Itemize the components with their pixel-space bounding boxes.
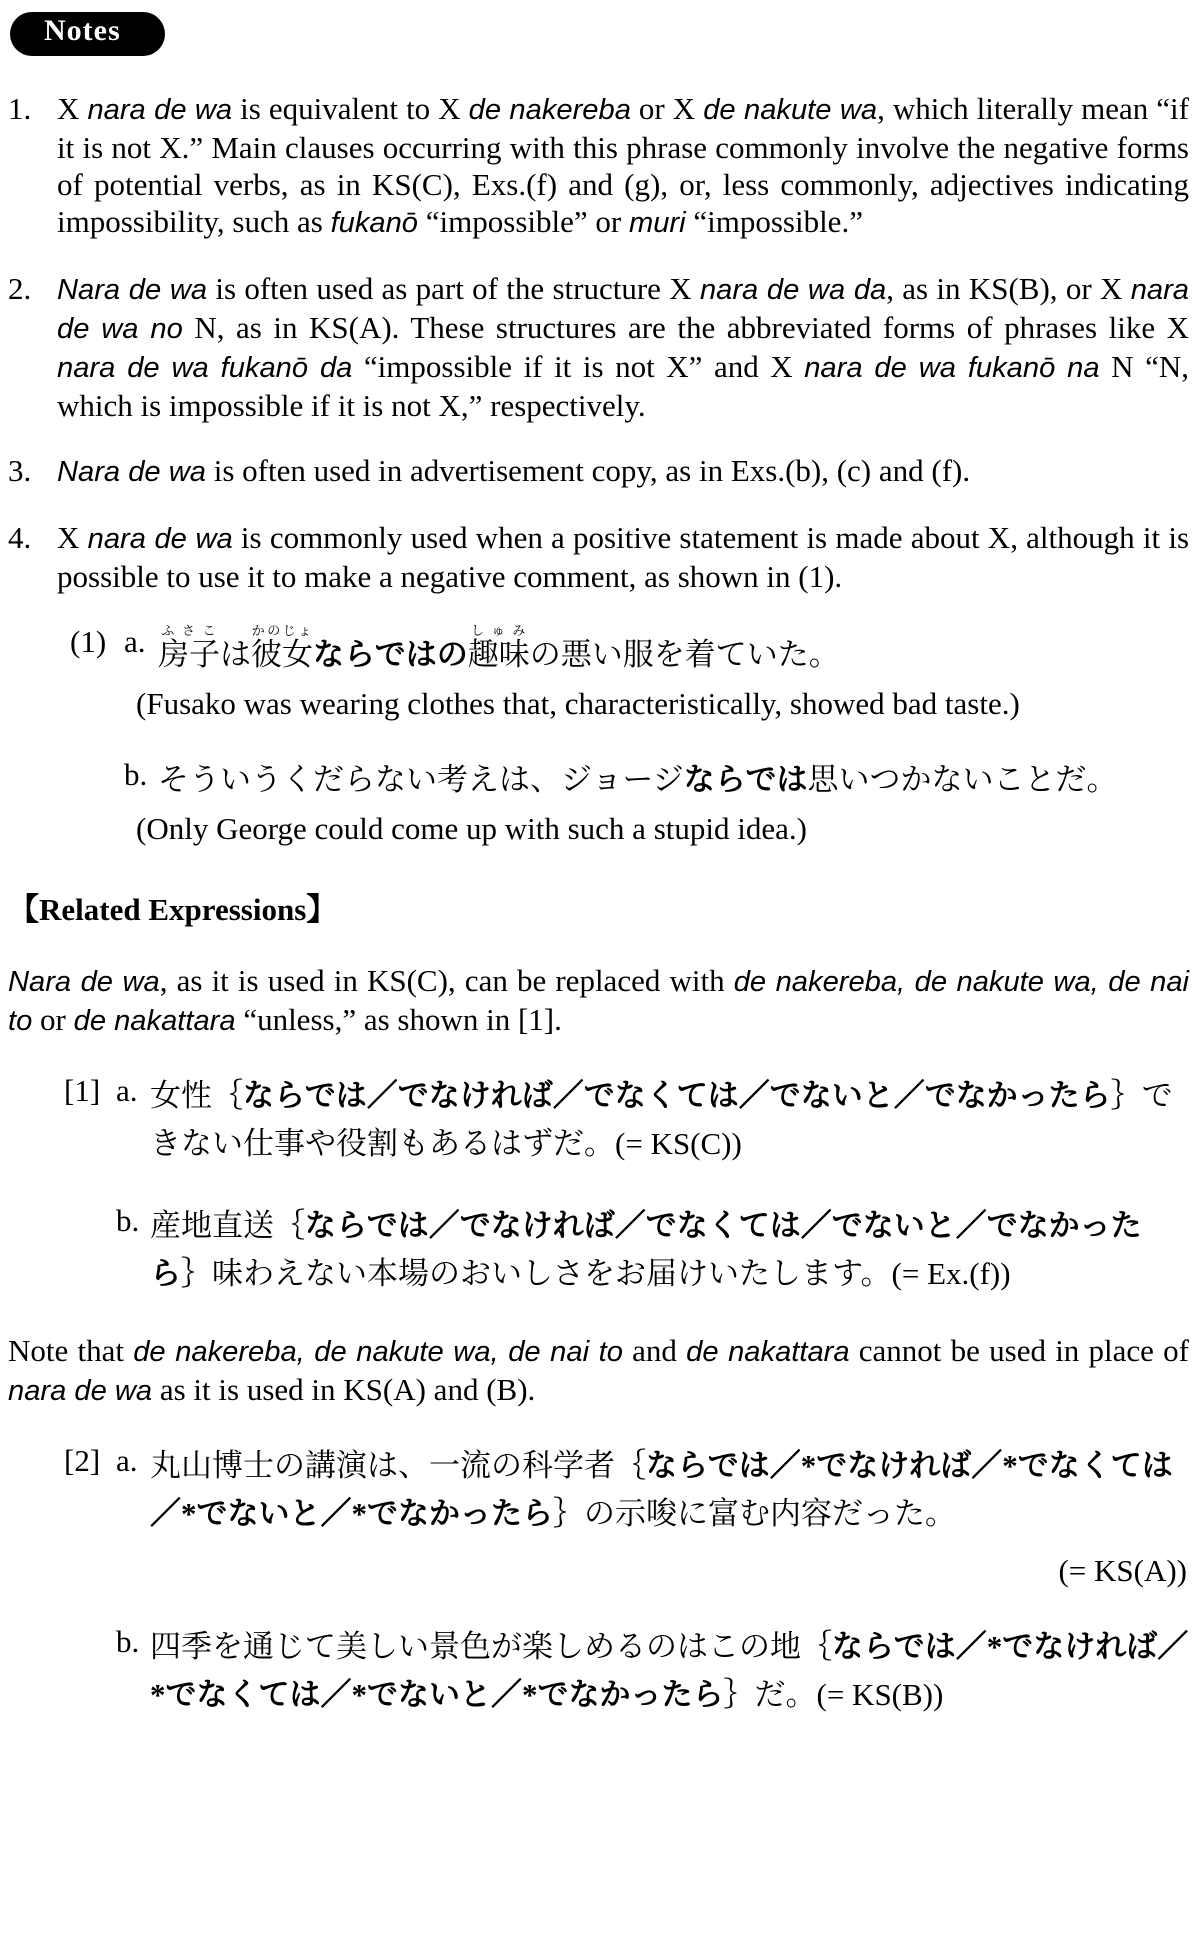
example-letter: a.	[116, 1443, 138, 1479]
note-number: 2.	[8, 271, 32, 306]
example-content	[136, 623, 1189, 722]
example-content	[150, 1623, 1189, 1719]
related-example-2a	[64, 1442, 1189, 1589]
note-item-2	[8, 270, 1189, 424]
note-item-1	[8, 90, 1189, 242]
notes-section-label: Notes	[44, 14, 121, 47]
japanese-sentence: 房子ふさこは彼女かのじょならではの趣味しゅみの悪い服を着ていた。	[158, 623, 840, 672]
example-content	[150, 1072, 1189, 1168]
note-number: 1.	[8, 91, 32, 126]
note-number: 3.	[8, 453, 32, 488]
example-content	[150, 1202, 1189, 1298]
japanese-sentence: 丸山博士の講演は、一流の科学者｛ならでは／*でなければ／*でなくては／*でないと／*でなかったら｝の示唆に富む内容だった。	[150, 1448, 1173, 1532]
japanese-sentence: 女性｛ならでは／でなければ／でなくては／でないと／でなかったら｝できない仕事や役割もあるはずだ。(= KS(C))	[150, 1078, 1173, 1162]
related-example-1b	[116, 1202, 1189, 1298]
example-number: [2]	[64, 1443, 101, 1479]
example-number: [1]	[64, 1073, 101, 1109]
notes-section-header	[10, 12, 165, 56]
note-item-4	[8, 519, 1189, 595]
note-text: Nara de wa is often used in advertisement copy, as in Exs.(b), (c) and (f).	[57, 453, 971, 488]
example-letter: a.	[124, 624, 146, 659]
related-example-2b	[116, 1623, 1189, 1719]
note-text: X nara de wa is commonly used when a positive statement is made about X, although it is possible to use it to make a negative comment, as shown in (1).	[57, 520, 1190, 594]
english-gloss: (Only George could come up with such a stupid idea.)	[136, 811, 807, 847]
example-letter: b.	[124, 757, 148, 793]
related-note-paragraph: Note that de nakereba, de nakute wa, de nai to and de nakattara cannot be used in place of nara de wa as it is used in KS(A) and (B).	[8, 1333, 1189, 1408]
example-1b	[124, 756, 1189, 847]
related-example-1a	[64, 1072, 1189, 1168]
note-number: 4.	[8, 520, 32, 555]
example-number: (1)	[70, 624, 107, 659]
example-content	[150, 1442, 1189, 1589]
japanese-sentence: そういうくだらない考えは、ジョージならでは思いつかないことだ。	[158, 762, 1118, 798]
equivalence-label: (= KS(A))	[1058, 1553, 1187, 1589]
note-item-3	[8, 452, 1189, 491]
example-letter: a.	[116, 1073, 138, 1109]
example-letter: b.	[116, 1624, 140, 1660]
japanese-sentence: 産地直送｛ならでは／でなければ／でなくては／でないと／でなかったら｝味わえない本場のおいしさをお届けいたします。(= Ex.(f))	[150, 1208, 1142, 1292]
related-expressions-header: 【Related Expressions】	[8, 892, 338, 928]
note-text: Nara de wa is often used as part of the structure X nara de wa da, as in KS(B), or X nara de wa no N, as in KS(A). These structures are the abbreviated forms of phrases like X nara de wa fukanō da “impossible if it is not X” and X nara de wa fukanō na N “N, which is impossible if it is not X,” respectively.	[57, 271, 1189, 423]
example-content	[136, 756, 1189, 847]
english-gloss: (Fusako was wearing clothes that, characteristically, showed bad taste.)	[136, 686, 1020, 722]
example-1a	[70, 623, 1189, 722]
japanese-sentence: 四季を通じて美しい景色が楽しめるのはこの地｛ならでは／*でなければ／*でなくては／*でないと／*でなかったら｝だ。(= KS(B))	[150, 1629, 1189, 1713]
example-letter: b.	[116, 1203, 140, 1239]
related-intro-paragraph: Nara de wa, as it is used in KS(C), can be replaced with de nakereba, de nakute wa, de nai to or de nakattara “unless,” as shown in [1].	[8, 963, 1189, 1038]
note-text: X nara de wa is equivalent to X de nakereba or X de nakute wa, which literally mean “if it is not X.” Main clauses occurring with this phrase commonly involve the negative forms of potential verbs, as in KS(C), Exs.(f) and (g), or, less commonly, adjectives indicating impossibility, such as fukanō “impossible” or muri “impossible.”	[57, 91, 1189, 239]
